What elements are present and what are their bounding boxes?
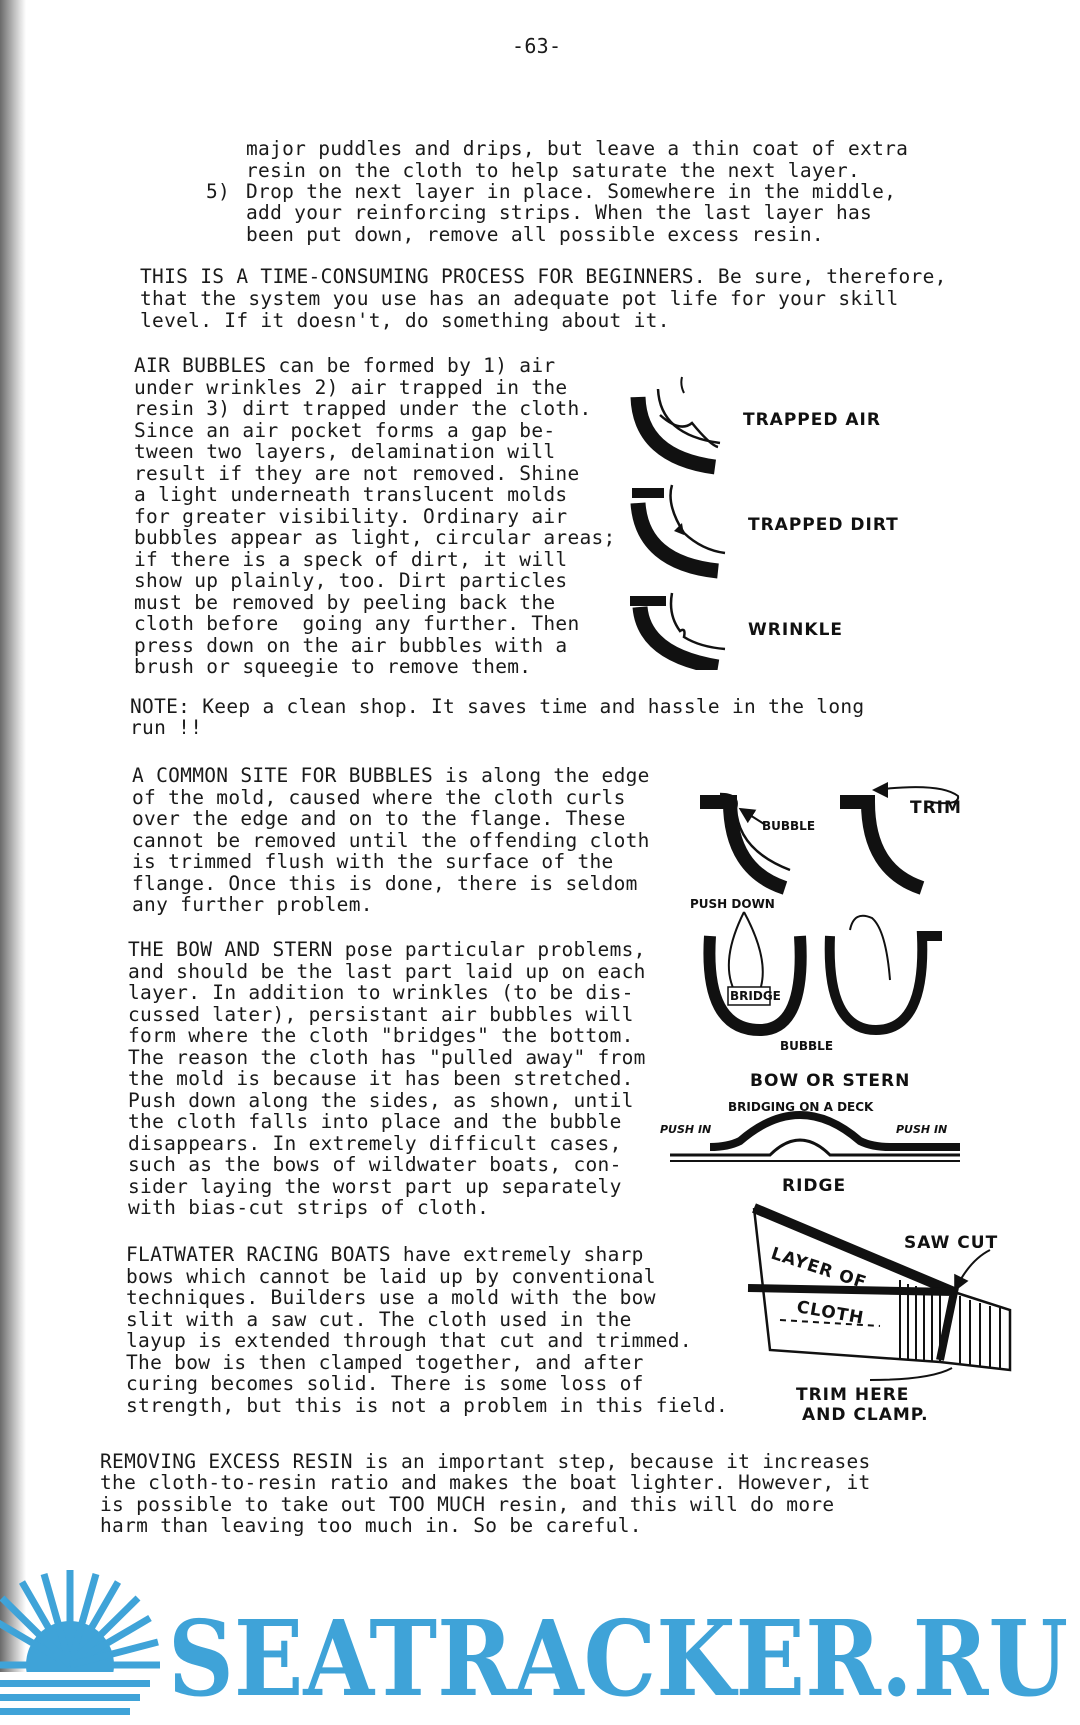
label-trim-here: TRIM HERE bbox=[796, 1385, 910, 1405]
bow-line-13: with bias-cut strips of cloth. bbox=[128, 1196, 490, 1219]
air-line-12: must be removed by peeling back the bbox=[134, 591, 556, 614]
bow-line-10: disappears. In extremely difficult cases, bbox=[128, 1132, 622, 1155]
watermark bbox=[0, 1560, 1080, 1725]
remove-line-1: REMOVING EXCESS RESIN is an important step, because it increases bbox=[100, 1450, 871, 1473]
time-line-3: level. If it doesn't, do something about it. bbox=[140, 309, 670, 332]
label-bow-or-stern: BOW OR STERN bbox=[750, 1071, 911, 1090]
flat-line-1: FLATWATER RACING BOATS have extremely sharp bbox=[126, 1243, 644, 1266]
flat-line-8: strength, but this is not a problem in this field. bbox=[126, 1394, 728, 1417]
air-bubble-figure bbox=[620, 375, 950, 670]
intro-line-1: major puddles and drips, but leave a thin coat of extra bbox=[246, 137, 909, 160]
label-cloth: CLOTH bbox=[795, 1297, 866, 1329]
step-line-3: been put down, remove all possible excess resin. bbox=[246, 223, 824, 246]
deck-bridging-figure bbox=[660, 1095, 980, 1195]
label-push-down: PUSH DOWN bbox=[690, 897, 775, 911]
binding-shadow bbox=[0, 0, 26, 1725]
common-line-5: is trimmed flush with the surface of the bbox=[132, 850, 614, 873]
flat-line-3: techniques. Builders use a mold with the bow bbox=[126, 1286, 656, 1309]
bow-line-12: sider laying the worst part up separately bbox=[128, 1175, 622, 1198]
bow-line-3: layer. In addition to wrinkles (to be dis- bbox=[128, 981, 634, 1004]
label-push-in-right: PUSH IN bbox=[896, 1123, 948, 1136]
air-line-4: Since an air pocket forms a gap be- bbox=[134, 419, 556, 442]
bow-line-7: the mold is because it has been stretched. bbox=[128, 1067, 634, 1090]
deck-drawing bbox=[670, 1115, 960, 1161]
flat-line-2: bows which cannot be laid up by conventional bbox=[126, 1265, 656, 1288]
bow-stern-figure bbox=[690, 890, 980, 1090]
bow-line-2: and should be the last part laid up on each bbox=[128, 960, 646, 983]
bow-line-5: form where the cloth "bridges" the bottom. bbox=[128, 1024, 634, 1047]
common-line-4: cannot be removed until the offending cloth bbox=[132, 829, 650, 852]
edge-bubble-figure bbox=[690, 780, 980, 900]
bow-line-9: the cloth falls into place and the bubble bbox=[128, 1110, 622, 1133]
remove-line-3: is possible to take out TOO MUCH resin, and this will do more bbox=[100, 1493, 835, 1516]
flat-line-7: curing becomes solid. There is some loss of bbox=[126, 1372, 644, 1395]
note-line-2: run !! bbox=[130, 716, 203, 739]
air-line-6: result if they are not removed. Shine bbox=[134, 462, 580, 485]
sun-icon bbox=[0, 1570, 165, 1725]
flat-line-6: The bow is then clamped together, and after bbox=[126, 1351, 644, 1374]
air-line-5: tween two layers, delamination will bbox=[134, 440, 556, 463]
air-line-8: for greater visibility. Ordinary air bbox=[134, 505, 568, 528]
label-wrinkle: WRINKLE bbox=[748, 620, 844, 640]
air-line-2: under wrinkles 2) air trapped in the bbox=[134, 376, 568, 399]
common-line-2: of the mold, caused where the cloth curls bbox=[132, 786, 626, 809]
trapped-air-drawing bbox=[638, 377, 720, 467]
saw-cut-figure bbox=[740, 1200, 1020, 1430]
label-ridge: RIDGE bbox=[782, 1176, 847, 1195]
bow-line-4: cussed later), persistant air bubbles will bbox=[128, 1003, 634, 1026]
flat-line-4: slit with a saw cut. The cloth used in the bbox=[126, 1308, 632, 1331]
air-line-11: show up plainly, too. Dirt particles bbox=[134, 569, 568, 592]
common-line-1: A COMMON SITE FOR BUBBLES is along the edge bbox=[132, 764, 650, 787]
label-bridging-deck: BRIDGING ON A DECK bbox=[728, 1100, 874, 1114]
intro-line-2: resin on the cloth to help saturate the next layer. bbox=[246, 159, 861, 182]
bow-line-1: THE BOW AND STERN pose particular problems, bbox=[128, 938, 646, 961]
note-line-1: NOTE: Keep a clean shop. It saves time and hassle in the long bbox=[130, 695, 865, 718]
air-line-15: brush or squeegie to remove them. bbox=[134, 655, 532, 678]
wrinkle-drawing bbox=[630, 593, 725, 667]
label-bubble: BUBBLE bbox=[762, 819, 816, 833]
label-trapped-dirt: TRAPPED DIRT bbox=[748, 515, 899, 535]
page-number: -63- bbox=[512, 34, 562, 58]
time-line-1: THIS IS A TIME-CONSUMING PROCESS FOR BEGINNERS. Be sure, therefore, bbox=[140, 265, 947, 288]
air-line-10: if there is a speck of dirt, it will bbox=[134, 548, 568, 571]
bow-left-drawing bbox=[709, 912, 800, 1030]
label-trapped-air: TRAPPED AIR bbox=[743, 410, 881, 430]
bow-line-11: such as the bows of wildwater boats, con- bbox=[128, 1153, 622, 1176]
trapped-dirt-drawing bbox=[632, 485, 725, 571]
air-line-13: cloth before going any further. Then bbox=[134, 612, 580, 635]
common-line-6: flange. Once this is done, there is seldom bbox=[132, 872, 638, 895]
label-bubble-2: BUBBLE bbox=[780, 1039, 834, 1053]
bow-line-8: Push down along the sides, as shown, until bbox=[128, 1089, 634, 1112]
air-line-9: bubbles appear as light, circular areas; bbox=[134, 526, 616, 549]
remove-line-4: harm than leaving too much in. So be careful. bbox=[100, 1514, 642, 1537]
flat-line-5: layup is extended through that cut and trimmed. bbox=[126, 1329, 692, 1352]
air-line-14: press down on the air bubbles with a bbox=[134, 634, 568, 657]
label-saw-cut: SAW CUT bbox=[904, 1233, 999, 1253]
edge-bubble-drawing bbox=[700, 794, 790, 888]
label-bridge: BRIDGE bbox=[730, 989, 781, 1003]
bow-line-6: The reason the cloth has "pulled away" from bbox=[128, 1046, 646, 1069]
step-number: 5) bbox=[206, 180, 231, 203]
common-line-7: any further problem. bbox=[132, 893, 373, 916]
label-trim: TRIM bbox=[910, 798, 962, 818]
common-line-3: over the edge and on to the flange. These bbox=[132, 807, 626, 830]
step-line-2: add your reinforcing strips. When the last layer has bbox=[246, 201, 873, 224]
label-and-clamp: AND CLAMP. bbox=[802, 1405, 929, 1425]
step-line-1: Drop the next layer in place. Somewhere in the middle, bbox=[246, 180, 897, 203]
bow-right-drawing bbox=[830, 916, 942, 1030]
watermark-text: SEATRACKER.RU bbox=[168, 1597, 1068, 1720]
air-line-3: resin 3) dirt trapped under the cloth. bbox=[134, 397, 592, 420]
time-line-2: that the system you use has an adequate pot life for your skill bbox=[140, 287, 899, 310]
label-push-in-left: PUSH IN bbox=[660, 1123, 712, 1136]
air-line-1: AIR BUBBLES can be formed by 1) air bbox=[134, 354, 556, 377]
air-line-7: a light underneath translucent molds bbox=[134, 483, 568, 506]
label-layer-of: LAYER OF bbox=[768, 1243, 870, 1294]
remove-line-2: the cloth-to-resin ratio and makes the boat lighter. However, it bbox=[100, 1471, 871, 1494]
